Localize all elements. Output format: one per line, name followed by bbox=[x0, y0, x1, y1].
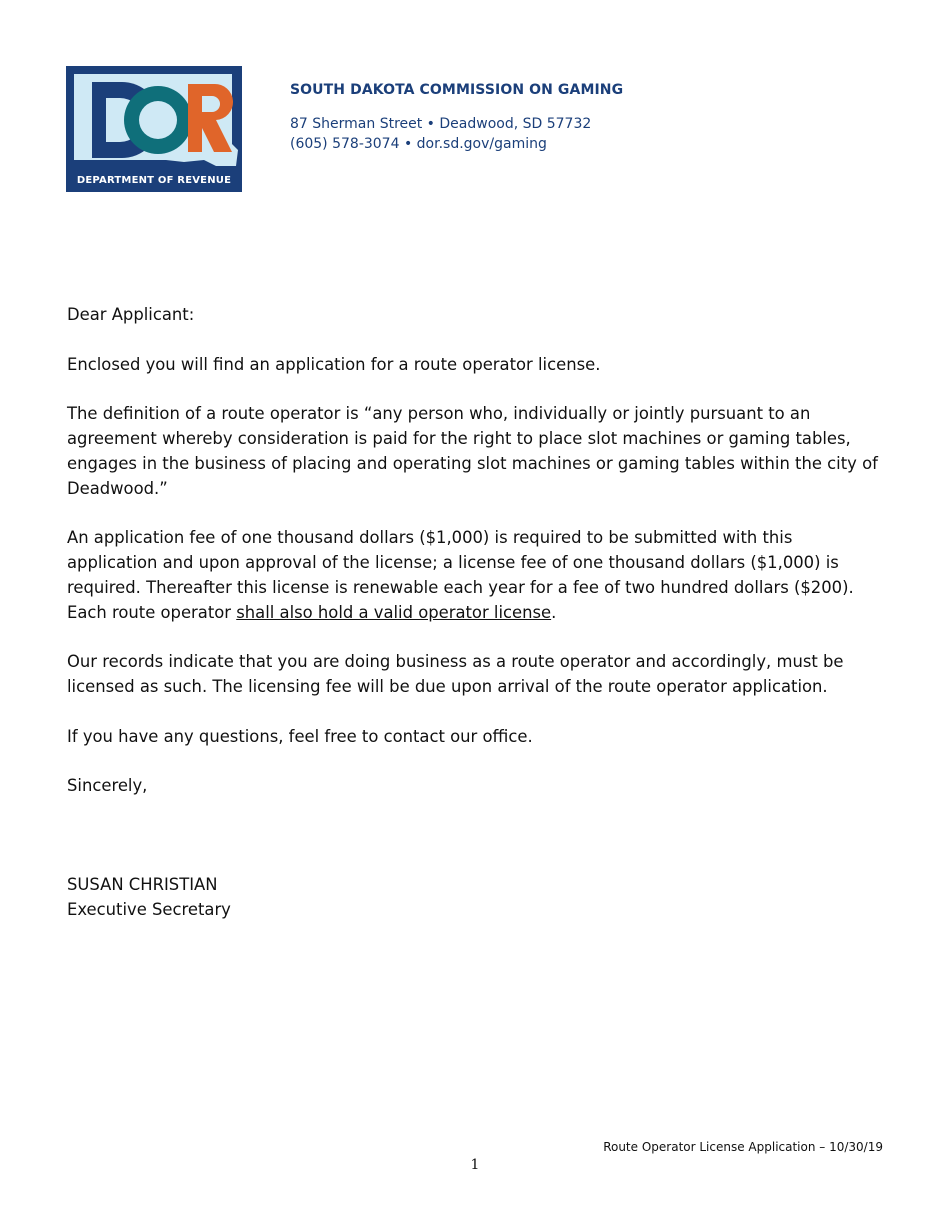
signer-name: SUSAN CHRISTIAN bbox=[67, 874, 218, 894]
logo-state-mark: SD bbox=[81, 129, 95, 148]
operator-license-requirement: shall also hold a valid operator license bbox=[236, 602, 552, 622]
fees-text-end: . bbox=[551, 602, 557, 622]
paragraph-questions: If you have any questions, feel free to contact our office. bbox=[67, 726, 533, 746]
closing: Sincerely, bbox=[67, 776, 148, 796]
paragraph-definition: The definition of a route operator is “any person who, individually or jointly pursuant to an agreement whereby consideration is paid for the right to place slot machines or gaming tables, engages in the business of placing and operating slot machines or gaming tables within the city of Deadwood.” bbox=[67, 404, 878, 498]
signature-block bbox=[67, 873, 887, 923]
dor-logo bbox=[66, 66, 242, 192]
letterhead bbox=[290, 82, 623, 154]
letter-body bbox=[67, 303, 887, 922]
fees-text: An application fee of one thousand dollars ($1,000) is required to be submitted with this application and upon approval of the license; a license fee of one thousand dollars ($1,000) is required. Thereafter this license is renewable each year for a fee of two hundred dollars ($200). Each route operator bbox=[67, 528, 854, 622]
paragraph-fees bbox=[67, 526, 887, 625]
letterhead-title: SOUTH DAKOTA COMMISSION ON GAMING bbox=[290, 82, 624, 98]
page-number: 1 bbox=[470, 1157, 480, 1173]
signature-space bbox=[67, 824, 887, 873]
signer-title: Executive Secretary bbox=[67, 899, 231, 919]
paragraph-enclosed: Enclosed you will find an application for a route operator license. bbox=[67, 354, 601, 374]
letterhead-contact: (605) 578-3074 • dor.sd.gov/gaming bbox=[290, 136, 547, 152]
dor-logo-graphic bbox=[66, 66, 242, 192]
letterhead-address: 87 Sherman Street • Deadwood, SD 57732 bbox=[290, 116, 592, 132]
logo-caption: DEPARTMENT OF REVENUE bbox=[76, 175, 232, 186]
salutation: Dear Applicant: bbox=[67, 305, 195, 324]
footer-label: Route Operator License Application – 10/30/19 bbox=[603, 1140, 883, 1154]
paragraph-records: Our records indicate that you are doing business as a route operator and accordingly, must be licensed as such. The licensing fee will be due upon arrival of the route operator application. bbox=[67, 652, 844, 696]
